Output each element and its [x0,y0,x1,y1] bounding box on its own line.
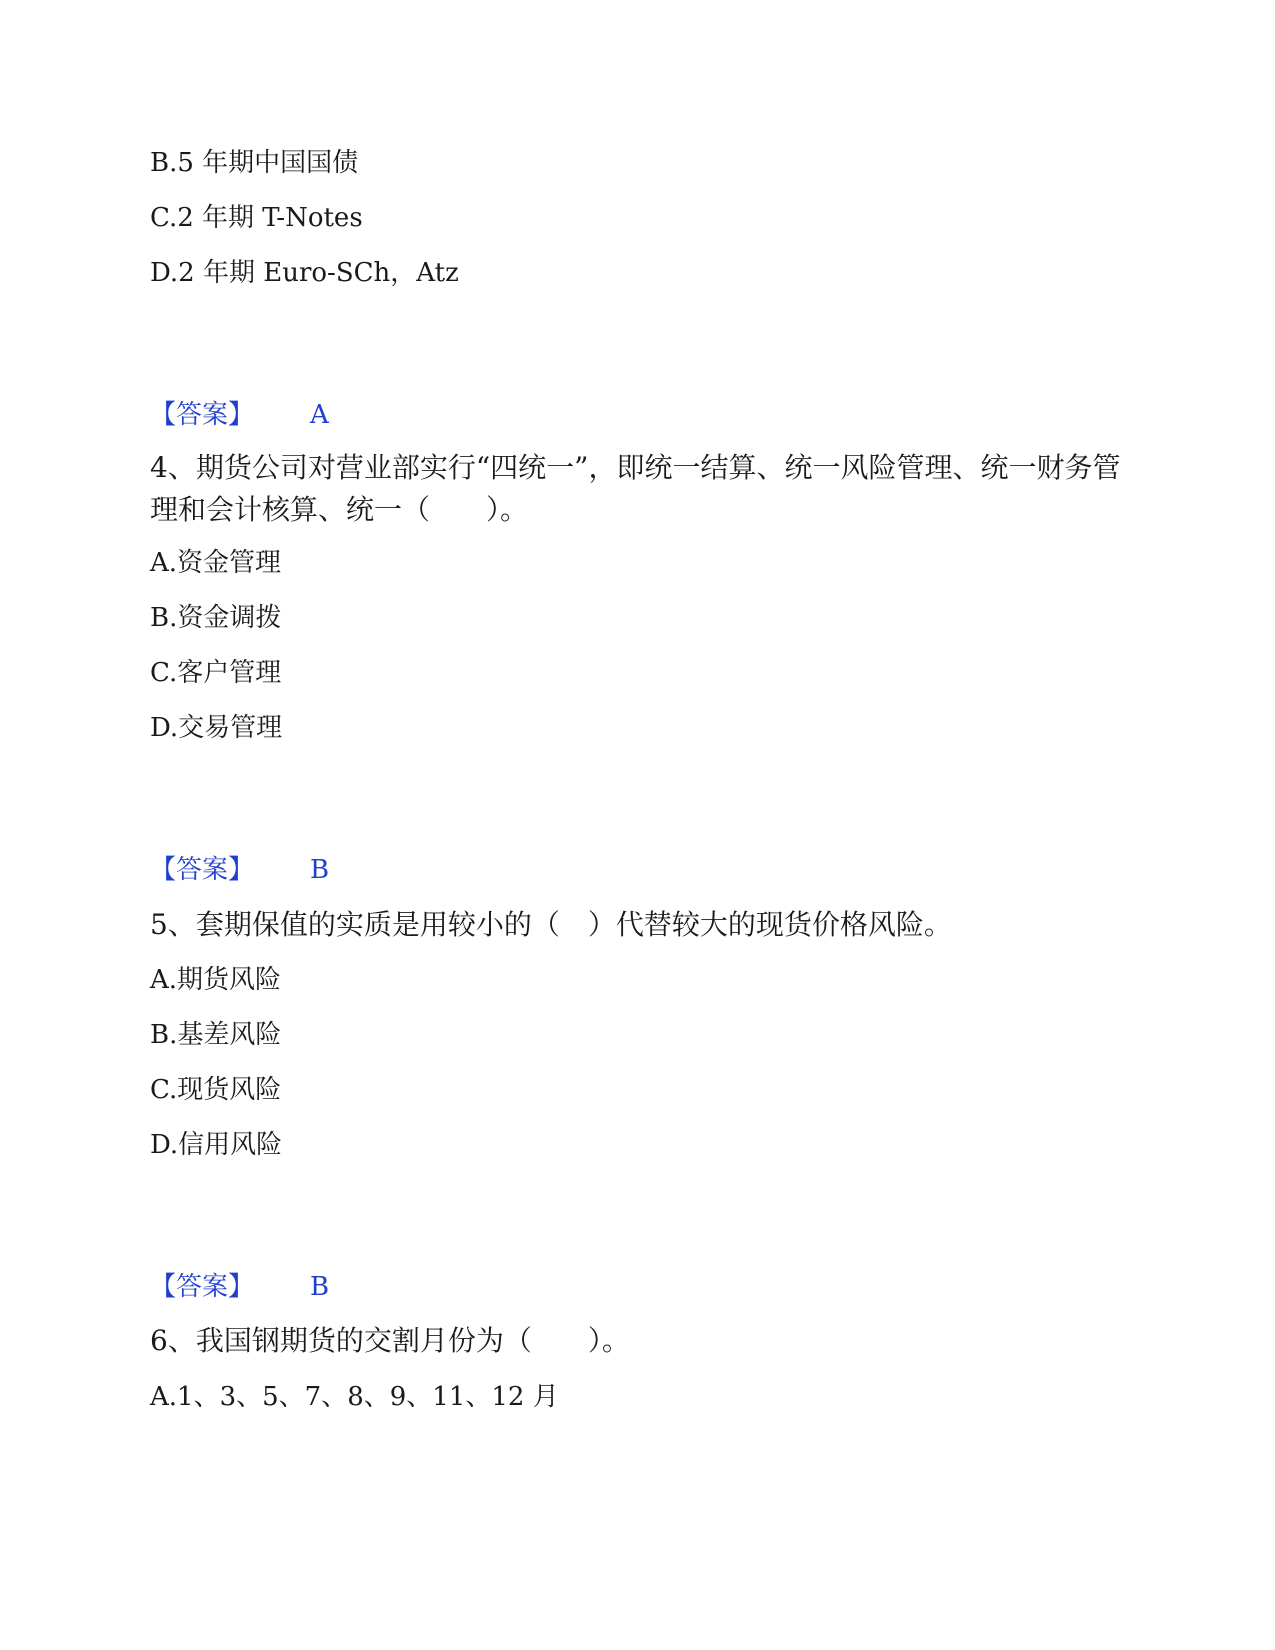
answer-label: 【答案】 [150,855,255,885]
q5-option-a: A.期货风险 [150,965,282,995]
answer-value: B [310,1272,330,1302]
q4-option-c: C.客户管理 [150,658,282,688]
q4-option-d: D.交易管理 [150,713,283,743]
q6-stem: 6、我国钢期货的交割月份为（ ）。 [150,1324,630,1357]
q4-option-b: B.资金调拨 [150,603,282,633]
q3-answer [150,398,329,432]
q4-option-a: A.资金管理 [150,548,282,578]
q3-option-b: B.5 年期中国国债 [150,148,359,178]
q3-option-c: C.2 年期 T-Notes [150,203,363,233]
q5-option-d: D.信用风险 [150,1130,283,1160]
q5-option-c: C.现货风险 [150,1075,282,1105]
q6-option-a: A.1、3、5、7、8、9、11、12 月 [150,1382,559,1412]
q4-answer [150,853,329,887]
answer-value: A [310,400,329,430]
q3-option-d: D.2 年期 Euro-SCh，Atz [150,258,459,288]
q5-option-b: B.基差风险 [150,1020,282,1050]
answer-value: B [310,855,330,885]
q5-stem: 5、套期保值的实质是用较小的（ ）代替较大的现货价格风险。 [150,908,952,941]
answer-label: 【答案】 [150,1272,255,1302]
q4-stem: 4、期货公司对营业部实行“四统一”，即统一结算、统一风险管理、统一财务管理和会计核算、统一（ ）。 [150,451,1121,526]
answer-label: 【答案】 [150,400,255,430]
q5-answer [150,1270,329,1304]
